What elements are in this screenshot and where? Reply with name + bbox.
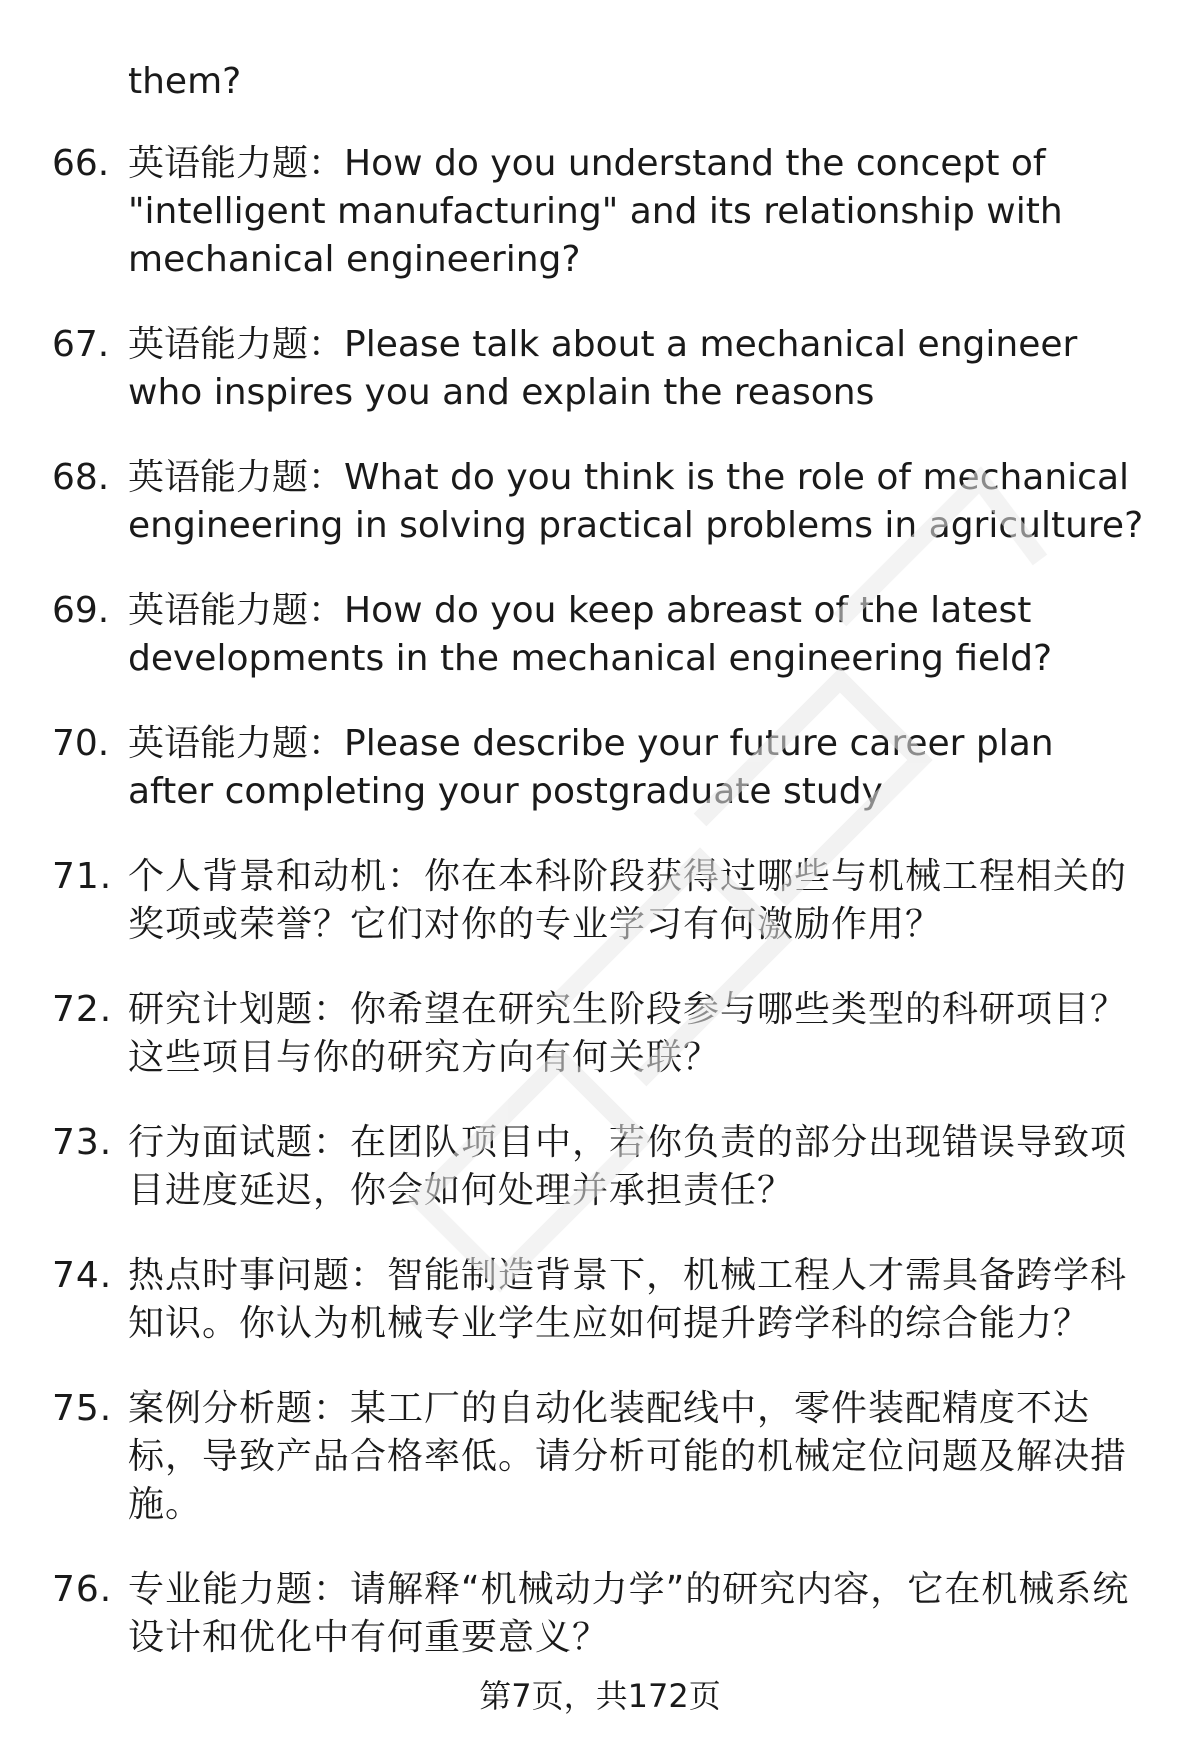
question-text: 热点时事问题：智能制造背景下，机械工程人才需具备跨学科知识。你认为机械专业学生应如何提升跨学科的综合能力？ xyxy=(128,1255,1128,1344)
question-number: 68. xyxy=(52,457,110,498)
question-text: 英语能力题：How do you understand the concept of "intelligent manufacturing" and its relationship with mechanical engineering? xyxy=(128,143,1063,280)
question-item xyxy=(0,853,1200,949)
question-text: 英语能力题：How do you keep abreast of the latest developments in the mechanical engineering field? xyxy=(128,590,1053,679)
question-item xyxy=(0,140,1200,284)
question-item xyxy=(0,1119,1200,1215)
question-number: 70. xyxy=(52,723,110,764)
question-item xyxy=(0,986,1200,1082)
continuation-text: them? xyxy=(128,61,242,102)
question-item xyxy=(0,321,1200,417)
question-number: 75. xyxy=(52,1388,113,1429)
question-number: 71. xyxy=(52,856,113,897)
question-number: 76. xyxy=(52,1569,113,1610)
question-item xyxy=(0,1385,1200,1529)
question-number: 67. xyxy=(52,324,110,365)
question-number: 74. xyxy=(52,1255,113,1296)
question-item xyxy=(0,1566,1200,1662)
question-text: 研究计划题：你希望在研究生阶段参与哪些类型的科研项目？这些项目与你的研究方向有何关联？ xyxy=(128,989,1128,1078)
question-text: 个人背景和动机：你在本科阶段获得过哪些与机械工程相关的奖项或荣誉？它们对你的专业学习有何激励作用？ xyxy=(128,856,1128,945)
question-text: 英语能力题：What do you think is the role of mechanical engineering in solving practical problems in agriculture? xyxy=(128,457,1144,546)
question-item xyxy=(0,1252,1200,1348)
question-text: 专业能力题：请解释“机械动力学”的研究内容，它在机械系统设计和优化中有何重要意义？ xyxy=(128,1569,1130,1658)
question-number: 66. xyxy=(52,143,110,184)
question-item xyxy=(0,720,1200,816)
question-list xyxy=(0,140,1200,1699)
question-item xyxy=(0,587,1200,683)
question-item xyxy=(0,454,1200,550)
question-number: 72. xyxy=(52,989,113,1030)
question-number: 73. xyxy=(52,1122,113,1163)
question-text: 行为面试题：在团队项目中，若你负责的部分出现错误导致项目进度延迟，你会如何处理并承担责任？ xyxy=(128,1122,1128,1211)
question-text: 案例分析题：某工厂的自动化装配线中，零件装配精度不达标，导致产品合格率低。请分析可能的机械定位问题及解决措施。 xyxy=(128,1388,1128,1525)
question-text: 英语能力题：Please describe your future career plan after completing your postgraduate study xyxy=(128,723,1054,812)
question-text: 英语能力题：Please talk about a mechanical engineer who inspires you and explain the reasons xyxy=(128,324,1078,413)
page-footer: 第7页，共172页 xyxy=(479,1677,721,1715)
question-number: 69. xyxy=(52,590,110,631)
